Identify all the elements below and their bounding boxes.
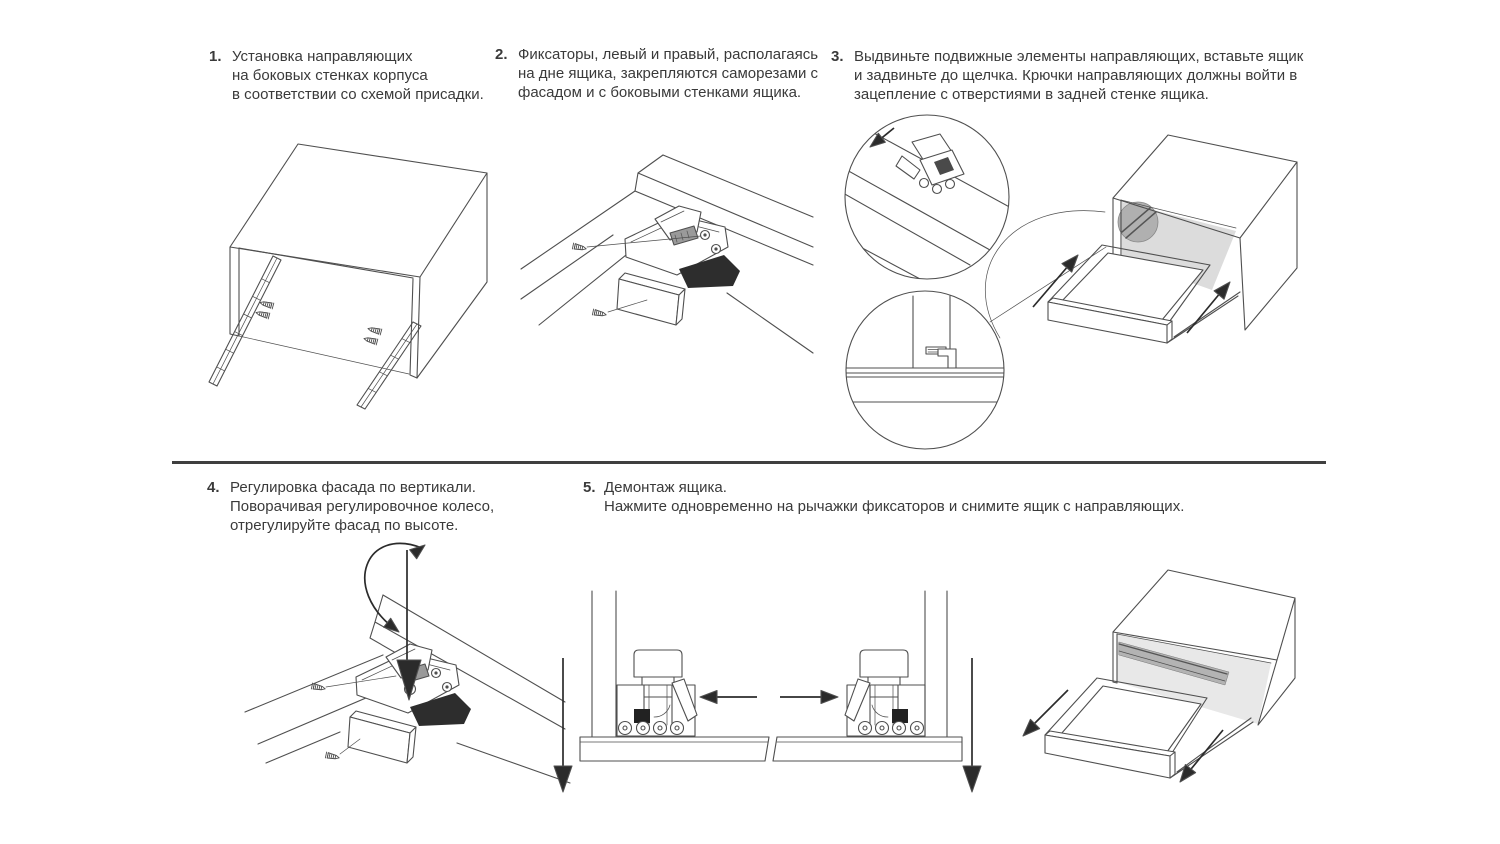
step-4 [207,478,494,535]
section-divider [172,461,1326,464]
step-5-text [604,478,1184,516]
step-5-diagram-front latch-release-front-view-illustration [550,585,1000,805]
step-1 [209,47,484,104]
step-2-text [518,45,818,102]
step-3-diagram drawer-insertion-with-detail-callouts-illustration [840,100,1330,460]
step-2-line: на дне ящика, закрепляются саморезами с [518,65,819,82]
step-5-line: Демонтаж ящика. [604,479,727,496]
callout-circle-bottom [846,291,1004,449]
latch-assembly [617,206,740,325]
step-4-line: отрегулируйте фасад по высоте. [230,517,459,534]
step-2-diagram latch-screw-fixation-illustration [527,147,815,399]
step-1-line: в соответствии со схемой присадки. [232,86,484,103]
step-3-line: Выдвиньте подвижные элементы направляющих, вставьте ящик [854,48,1304,65]
cabinet-outline [230,144,487,378]
step-4-line: Регулировка фасада по вертикали. [230,479,476,496]
rail-highlight-circle [1118,202,1158,242]
step-3-number: 3. [831,48,844,65]
latch-left [617,650,697,736]
screw-icon [255,300,382,345]
step-5-line: Нажмите одновременно на рычажки фиксаторов и снимите ящик с направляющих. [604,498,1185,515]
step-3 [831,47,1303,104]
step-2-line: Фиксаторы, левый и правый, располагаясь [518,46,819,63]
step-5-diagram-removal drawer-removal-illustration [1015,552,1395,808]
step-2-number: 2. [495,46,508,63]
step-1-diagram cabinet-with-drawer-slides-illustration [195,138,513,433]
step-1-line: на боковых стенках корпуса [232,67,428,84]
drawer-slide-left [209,256,281,386]
screw-icon [572,243,606,318]
step-1-line: Установка направляющих [232,48,413,65]
step-3-line: и задвиньте до щелчка. Крючки направляющих должны войти в [854,67,1298,84]
step-2-line: фасадом и с боковыми стенками ящика. [518,84,802,101]
step-5 [583,478,1184,516]
step-5-number: 5. [583,479,596,496]
step-1-number: 1. [209,48,222,65]
step-1-text [232,47,484,104]
press-arrow-icon [700,691,838,704]
drawer-bottom-panel [580,737,962,761]
screw-icon [311,683,339,761]
step-2 [495,45,818,102]
step-4-text [230,478,494,535]
step-3-line: зацепление с отверстиями в задней стенке ящика. [854,86,1209,103]
rotation-arrow-icon [365,541,429,637]
callout-circle-top [810,115,1015,295]
step-4-number: 4. [207,479,220,496]
step-3-text [854,47,1303,104]
latch-right [845,650,925,736]
step-4-diagram facade-vertical-adjustment-illustration [248,528,573,815]
step-4-line: Поворачивая регулировочное колесо, [230,498,495,515]
